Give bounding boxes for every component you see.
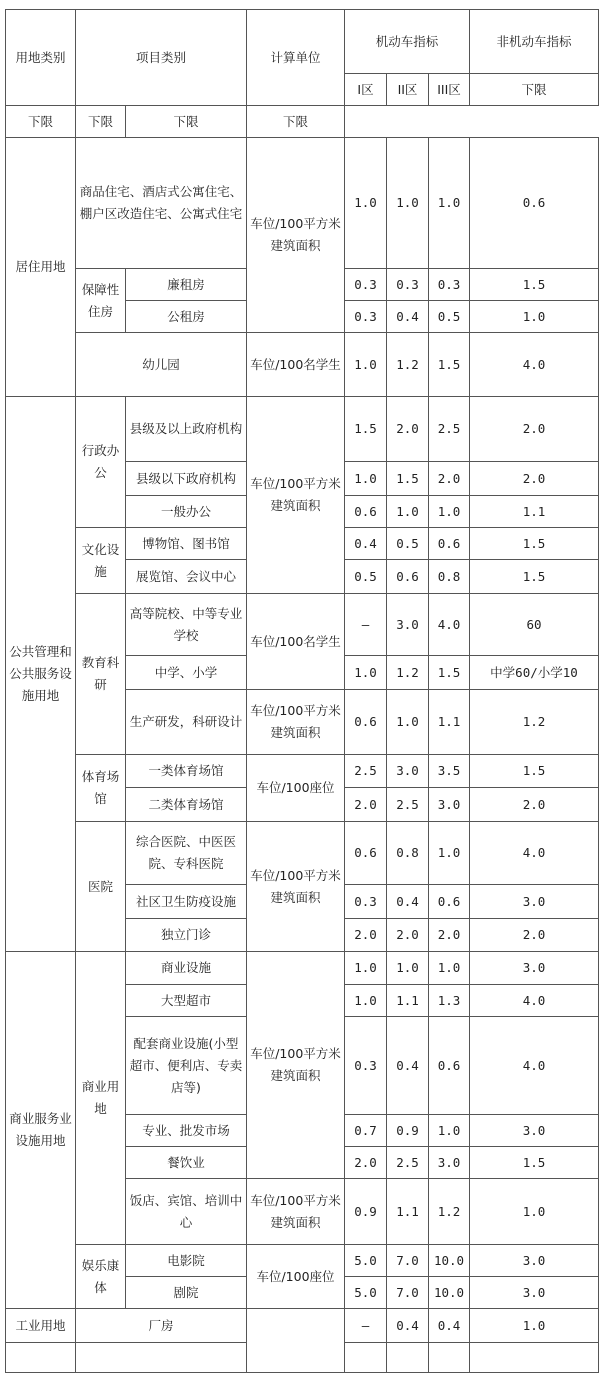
zone2-value: 7.0 [387,1277,429,1309]
item-cell: 剧院 [126,1277,247,1309]
zone3-value: 4.0 [429,594,470,656]
zone1-value: 0.3 [345,269,387,301]
header-row [6,10,599,74]
zone1-value: 0.3 [345,1017,387,1115]
item-cell: 配套商业设施(小型超市、便利店、专卖店等) [126,1017,247,1115]
header-lower-1: 下限 [6,106,76,138]
zone2-value: 7.0 [387,1245,429,1277]
table-row [6,1245,599,1277]
zone1-value: 0.6 [345,822,387,885]
nonmotor-value: 4.0 [470,822,599,885]
item-cell: 大型超市 [126,985,247,1017]
zone1-value: 1.0 [345,656,387,690]
nonmotor-value: 3.0 [470,952,599,985]
zone1-value: 1.0 [345,138,387,269]
nonmotor-value: 3.0 [470,1115,599,1147]
item-cell: 一类体育场馆 [126,755,247,788]
item-cell: 商业设施 [126,952,247,985]
zone3-value: 10.0 [429,1245,470,1277]
nonmotor-value: 中学60/小学10 [470,656,599,690]
zone2-value: 0.4 [387,885,429,919]
zone3-value: 0.3 [429,269,470,301]
land-residential: 居住用地 [6,138,76,397]
zone3-value: 0.6 [429,1017,470,1115]
nonmotor-value: 1.5 [470,528,599,560]
zone1-value: 1.0 [345,952,387,985]
zone3-value: 0.6 [429,885,470,919]
table-row [6,952,599,985]
zone2-value: 1.0 [387,138,429,269]
zone3-value: 1.0 [429,496,470,528]
zone3-value: 1.5 [429,656,470,690]
zone1-value: — [345,594,387,656]
header-lower-2: 下限 [76,106,126,138]
header-item-type: 项目类别 [76,10,247,106]
zone3-value: 3.5 [429,755,470,788]
item-cell: 中学、小学 [126,656,247,690]
nonmotor-value: 2.0 [470,788,599,822]
nonmotor-value: 1.0 [470,1179,599,1245]
sub-education: 教育科研 [76,594,126,755]
zone3-value: 0.5 [429,301,470,333]
header-unit: 计算单位 [247,10,345,106]
unit-cell: 车位/100座位 [247,1245,345,1309]
table-row [6,594,599,656]
zone3-value: 2.0 [429,462,470,496]
header-lower-4: 下限 [247,106,345,138]
table-row [6,333,599,397]
zone3-value: 1.2 [429,1179,470,1245]
table-row [6,822,599,885]
zone3-value: 3.0 [429,788,470,822]
zone3-value: 1.0 [429,952,470,985]
nonmotor-value: 1.0 [470,1309,599,1343]
zone3-value: 1.0 [429,1115,470,1147]
land-public: 公共管理和公共服务设施用地 [6,397,76,952]
item-cell: 高等院校、中等专业学校 [126,594,247,656]
item-cell: 餐饮业 [126,1147,247,1179]
zone1-value: 0.6 [345,690,387,755]
blank-cell [470,1343,599,1373]
zone1-value: 0.4 [345,528,387,560]
item-cell: 厂房 [76,1309,247,1343]
unit-cell [247,1309,345,1373]
nonmotor-value: 1.5 [470,269,599,301]
zone2-value: 1.0 [387,690,429,755]
nonmotor-value: 4.0 [470,1017,599,1115]
zone2-value: 3.0 [387,755,429,788]
zone3-value: 1.5 [429,333,470,397]
sub-affordable: 保障性住房 [76,269,126,333]
blank-cell [76,1343,247,1373]
zone3-value: 1.0 [429,822,470,885]
unit-cell: 车位/100平方米建筑面积 [247,690,345,755]
table-row [6,138,599,269]
nonmotor-value: 60 [470,594,599,656]
table-row [6,1309,599,1343]
zone1-value: 0.3 [345,301,387,333]
item-cell: 电影院 [126,1245,247,1277]
zone1-value: 0.6 [345,496,387,528]
zone1-value: — [345,1309,387,1343]
zone1-value: 0.3 [345,885,387,919]
item-cell: 县级以下政府机构 [126,462,247,496]
zone2-value: 0.4 [387,1017,429,1115]
header-zone-2: II区 [387,74,429,106]
unit-cell: 车位/100平方米建筑面积 [247,1179,345,1245]
item-cell: 综合医院、中医医院、专科医院 [126,822,247,885]
item-cell: 廉租房 [126,269,247,301]
zone1-value: 2.0 [345,788,387,822]
zone2-value: 0.4 [387,1309,429,1343]
header-motor-index: 机动车指标 [345,10,470,74]
zone1-value: 1.5 [345,397,387,462]
zone3-value: 1.1 [429,690,470,755]
land-commercial: 商业服务业设施用地 [6,952,76,1309]
zone3-value: 1.3 [429,985,470,1017]
item-cell: 独立门诊 [126,919,247,952]
zone1-value: 0.5 [345,560,387,594]
zone3-value: 2.5 [429,397,470,462]
nonmotor-value: 3.0 [470,885,599,919]
blank-cell [6,1343,76,1373]
blank-cell [429,1343,470,1373]
zone3-value: 3.0 [429,1147,470,1179]
header-zone-3: III区 [429,74,470,106]
zone3-value: 10.0 [429,1277,470,1309]
zone3-value: 2.0 [429,919,470,952]
zone2-value: 1.2 [387,656,429,690]
nonmotor-value: 3.0 [470,1245,599,1277]
zone1-value: 0.7 [345,1115,387,1147]
table-row [6,397,599,462]
header-row-lower [6,106,599,138]
unit-cell: 车位/100平方米建筑面积 [247,822,345,952]
zone2-value: 1.0 [387,952,429,985]
item-cell: 二类体育场馆 [126,788,247,822]
zone2-value: 0.9 [387,1115,429,1147]
header-lower-3: 下限 [126,106,247,138]
item-cell: 一般办公 [126,496,247,528]
sub-admin: 行政办公 [76,397,126,528]
nonmotor-value: 1.5 [470,560,599,594]
zone1-value: 0.9 [345,1179,387,1245]
nonmotor-value: 4.0 [470,333,599,397]
header-nonmotor-index: 非机动车指标 [470,10,599,74]
header-zone-1: I区 [345,74,387,106]
nonmotor-value: 2.0 [470,462,599,496]
zone2-value: 1.1 [387,985,429,1017]
nonmotor-value: 2.0 [470,919,599,952]
zone2-value: 2.0 [387,397,429,462]
nonmotor-value: 2.0 [470,397,599,462]
zone3-value: 0.4 [429,1309,470,1343]
item-cell: 专业、批发市场 [126,1115,247,1147]
sub-culture: 文化设施 [76,528,126,594]
zone1-value: 5.0 [345,1245,387,1277]
nonmotor-value: 3.0 [470,1277,599,1309]
zone2-value: 0.5 [387,528,429,560]
zone1-value: 5.0 [345,1277,387,1309]
zone2-value: 1.5 [387,462,429,496]
zone1-value: 1.0 [345,462,387,496]
zone2-value: 1.0 [387,496,429,528]
zone1-value: 2.0 [345,1147,387,1179]
zone2-value: 0.4 [387,301,429,333]
zone3-value: 0.6 [429,528,470,560]
unit-cell: 车位/100座位 [247,755,345,822]
zone2-value: 0.6 [387,560,429,594]
zone1-value: 2.0 [345,919,387,952]
blank-cell [345,1343,387,1373]
zone1-value: 2.5 [345,755,387,788]
blank-cell [387,1343,429,1373]
zone3-value: 1.0 [429,138,470,269]
unit-cell: 车位/100平方米建筑面积 [247,952,345,1179]
item-cell: 县级及以上政府机构 [126,397,247,462]
zone2-value: 0.8 [387,822,429,885]
item-cell: 生产研发，科研设计 [126,690,247,755]
zone1-value: 1.0 [345,985,387,1017]
parking-standards-table [5,9,599,1373]
zone2-value: 3.0 [387,594,429,656]
item-cell: 社区卫生防疫设施 [126,885,247,919]
nonmotor-value: 0.6 [470,138,599,269]
sub-entertainment: 娱乐康体 [76,1245,126,1309]
nonmotor-value: 4.0 [470,985,599,1017]
zone2-value: 2.5 [387,1147,429,1179]
item-cell: 商品住宅、酒店式公寓住宅、棚户区改造住宅、公寓式住宅 [76,138,247,269]
table-row [6,755,599,788]
zone1-value: 1.0 [345,333,387,397]
zone2-value: 2.5 [387,788,429,822]
unit-cell: 车位/100名学生 [247,594,345,690]
item-cell: 展览馆、会议中心 [126,560,247,594]
nonmotor-value: 1.0 [470,301,599,333]
nonmotor-value: 1.5 [470,755,599,788]
sub-sports: 体育场馆 [76,755,126,822]
land-industrial: 工业用地 [6,1309,76,1343]
sub-hospital: 医院 [76,822,126,952]
nonmotor-value: 1.2 [470,690,599,755]
unit-cell: 车位/100平方米建筑面积 [247,397,345,594]
unit-cell: 车位/100平方米建筑面积 [247,138,345,333]
item-cell: 公租房 [126,301,247,333]
zone2-value: 0.3 [387,269,429,301]
zone2-value: 1.2 [387,333,429,397]
unit-cell: 车位/100名学生 [247,333,345,397]
zone3-value: 0.8 [429,560,470,594]
header-land-type: 用地类别 [6,10,76,106]
item-cell: 幼儿园 [76,333,247,397]
nonmotor-value: 1.1 [470,496,599,528]
item-cell: 博物馆、图书馆 [126,528,247,560]
sub-business: 商业用地 [76,952,126,1245]
zone2-value: 2.0 [387,919,429,952]
item-cell: 饭店、宾馆、培训中心 [126,1179,247,1245]
header-lower: 下限 [470,74,599,106]
zone2-value: 1.1 [387,1179,429,1245]
nonmotor-value: 1.5 [470,1147,599,1179]
